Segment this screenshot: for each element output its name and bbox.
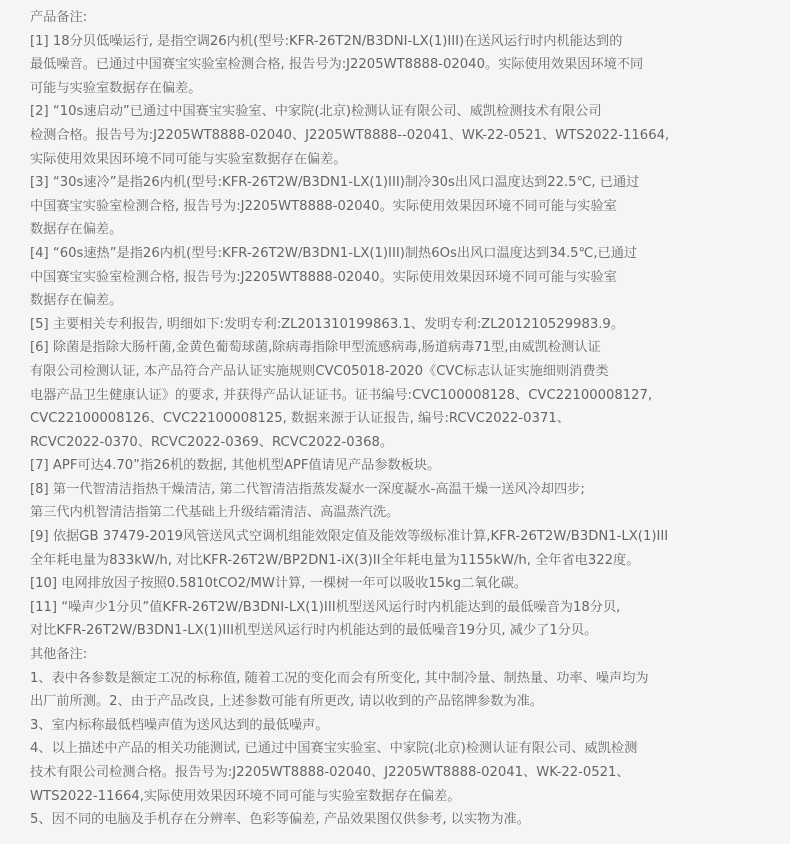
note-7-line-1: [7] APF可达4.70”指26机的数据, 其他机型APF值请见产品参数板块。	[30, 458, 441, 474]
note-6-line-2: 有限公司检测认证, 本产品符合产品认证实施规则CVC05018-2020《CVC标志认证实施细则消费类	[30, 363, 609, 379]
other-note-3-line-1: 3、室内标称最低档噪声值为送风达到的最低噪声。	[30, 717, 329, 733]
note-1-line-1: [1] 18分贝低噪运行, 是指空调26内机(型号:KFR-26T2N/B3DNI-LX(1)III)在送风运行时内机能达到的	[30, 33, 623, 49]
note-6-line-4: CVC22100008126、CVC22100008125, 数据来源于认证报告, 编号:RCVC2022-0371、	[30, 411, 570, 427]
note-2-line-3: 实际使用效果因环境不同可能与实验室数据存在偏差。	[30, 151, 347, 167]
note-4-line-2: 中国赛宝实验室检测合格, 报告号为:J2205WT8888-02040。实际使用效果因环境不同可能与实验室	[30, 269, 617, 285]
notes-heading: 产品备注:	[30, 10, 88, 25]
note-2-line-1: [2] “10s速启动”已通过中国赛宝实验室、中家院(北京)检测认证有限公司、威凯检测技术有限公司	[30, 104, 602, 120]
note-6-line-1: [6] 除菌是指除大肠杆菌,金黄色葡萄球菌,除病毒指除甲型流感病毒,肠道病毒71型,由威凯检测认证	[30, 340, 601, 356]
note-9-line-2: 全年耗电量为833kW/h, 对比KFR-26T2W/BP2DN1-iX(3)II全年耗电量为1155kW/h, 全年省电322度。	[30, 552, 640, 568]
note-10-line-1: [10] 电网排放因子按照0.5810tCO2/MW计算, 一棵树一年可以吸收15kg二氧化碳。	[30, 576, 528, 592]
other-note-1-line-2: 出厂前所测。2、由于产品改良, 上述参数可能有所更改, 请以收到的产品铭牌参数为准。	[30, 694, 544, 710]
note-6-line-3: 电器产品卫生健康认证》的要求, 并获得产品认证证书。证书编号:CVC100008128、CVC22100008127,	[30, 387, 653, 403]
note-3-line-1: [3] “30s速冷”是指26内机(型号:KFR-26T2W/B3DN1-LX(1)III)制冷30s出风口温度达到22.5℃, 已通过	[30, 175, 640, 191]
note-3-line-2: 中国赛宝实验室检测合格, 报告号为:J2205WT8888-02040。实际使用效果因环境不同可能与实验室	[30, 198, 617, 214]
note-5-line-1: [5] 主要相关专利报告, 明细如下:发明专利:ZL201310199863.1、发明专利:ZL201210529983.9。	[30, 316, 625, 332]
other-note-4-line-3: WTS2022-11664,实际使用效果因环境不同可能与实验室数据存在偏差。	[30, 788, 461, 804]
other-note-1-line-1: 1、表中各参数是额定工况的标称值, 随着工况的变化而会有所变化, 其中制冷量、制热量、功率、噪声均为	[30, 670, 649, 686]
note-6-line-5: RCVC2022-0370、RCVC2022-0369、RCVC2022-0368。	[30, 434, 394, 450]
other-note-4-line-2: 技术有限公司检测合格。报告号为:J2205WT8888-02040、J2205WT8888-02041、WK-22-0521、	[30, 765, 630, 780]
note-9-line-1: [9] 依据GB 37479-2019风管送风式空调机组能效限定值及能效等级标准计算,KFR-26T2W/B3DN1-LX(1)III	[30, 529, 669, 545]
note-11-line-1: [11] “噪声少1分贝”值KFR-26T2W/B3DNI-LX(1)III机型送风运行时内机能达到的最低噪音为18分贝,	[30, 599, 621, 615]
note-8-line-2: 第三代内机智清洁指第二代基础上升级结霜清洁、高温蒸汽洗。	[30, 505, 400, 521]
note-3-line-3: 数据存在偏差。	[30, 222, 123, 238]
other-note-4-line-1: 4、以上描述中产品的相关功能测试, 已通过中国赛宝实验室、中家院(北京)检测认证有限公司、威凯检测	[30, 741, 638, 757]
note-8-line-1: [8] 第一代智清洁指热干燥清洁, 第二代智清洁指蒸发凝水一深度凝水-高温干燥一送风冷却四步;	[30, 481, 585, 497]
other-notes-heading: 其他备注:	[30, 647, 88, 663]
note-2-line-2: 检测合格。报告号为:J2205WT8888-02040、J2205WT8888--02041、WK-22-0521、WTS2022-11664,	[30, 127, 670, 143]
other-note-5-line-1: 5、因不同的电脑及手机存在分辨率、色彩等偏差, 产品效果图仅供参考, 以实物为准。	[30, 812, 530, 828]
note-1-line-3: 可能与实验室数据存在偏差。	[30, 80, 202, 96]
note-1-line-2: 最低噪音。已通过中国赛宝实验室检测合格, 报告号为:J2205WT8888-02040。实际使用效果因环境不同	[30, 57, 644, 73]
note-4-line-3: 数据存在偏差。	[30, 293, 123, 309]
note-11-line-2: 对比KFR-26T2W/B3DN1-LX(1)III机型送风运行时内机能达到的最低噪音19分贝, 减少了1分贝。	[30, 623, 598, 639]
note-4-line-1: [4] “60s速热”是指26内机(型号:KFR-26T2W/B3DN1-LX(1)III)制热6Os出风口温度达到34.5℃,已通过	[30, 245, 638, 261]
